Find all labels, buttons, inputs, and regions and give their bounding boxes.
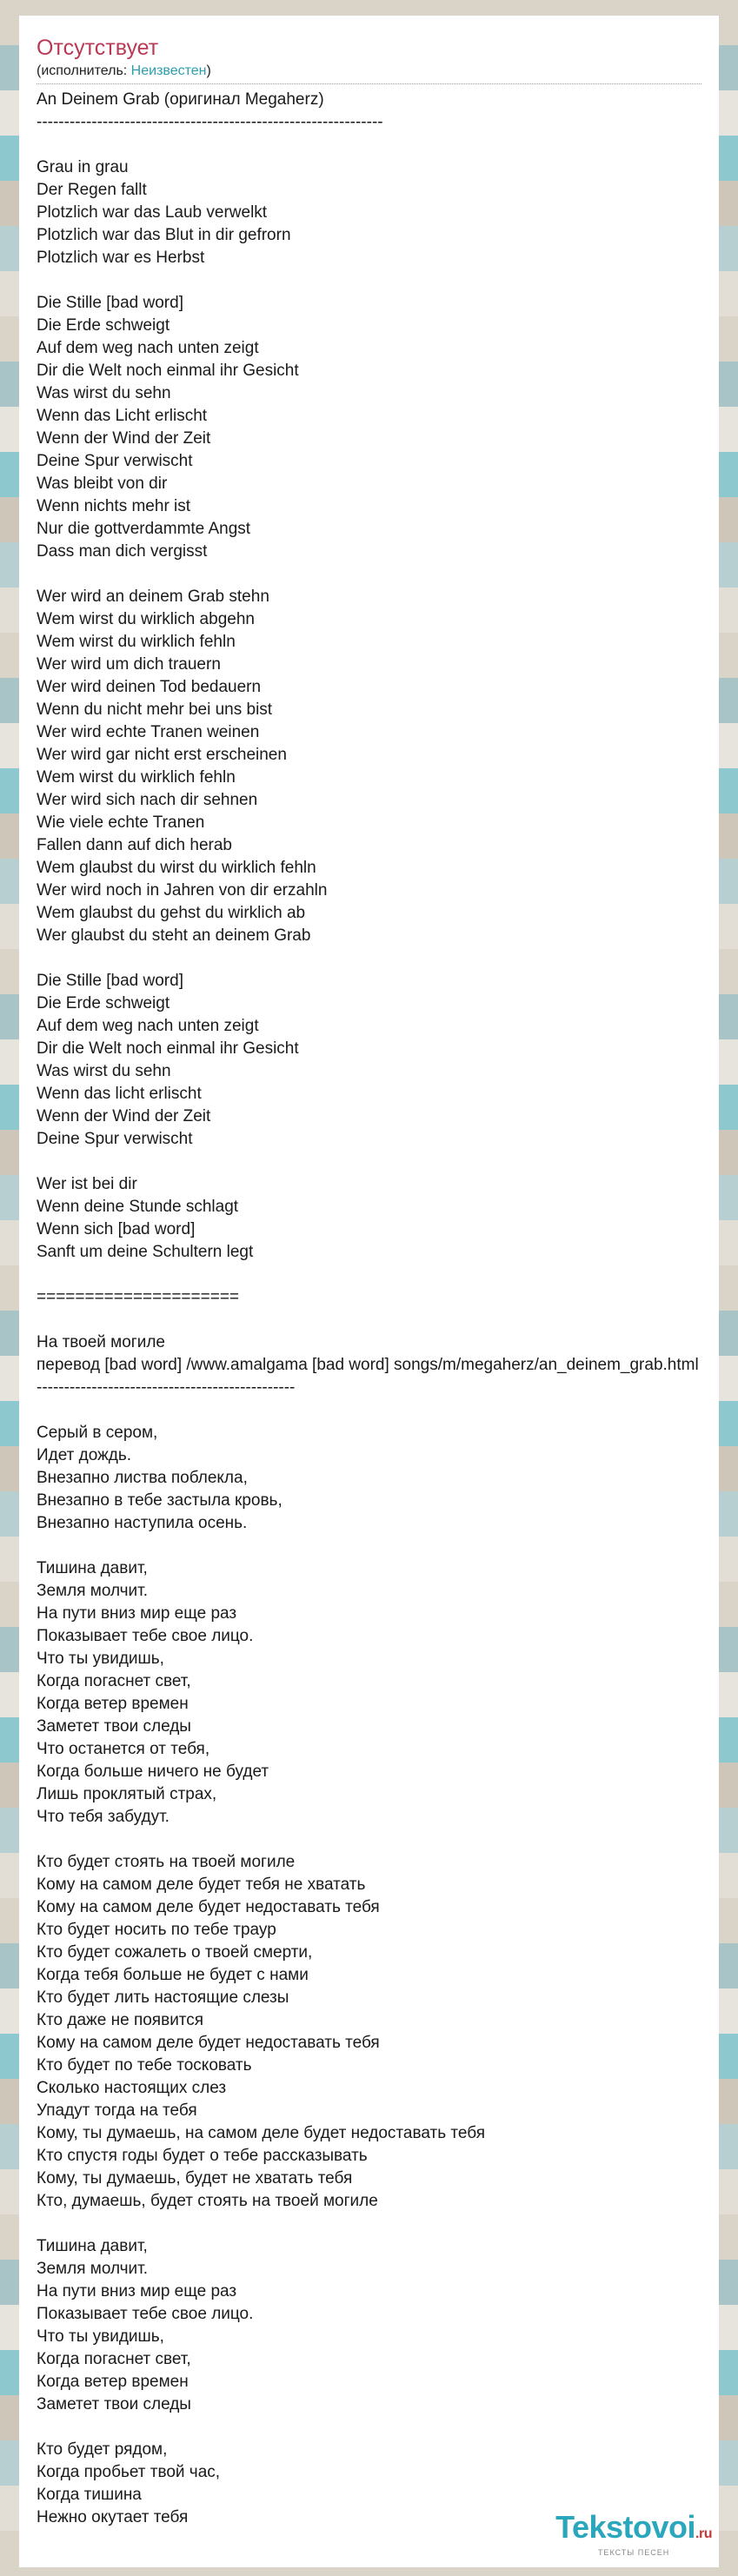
lyric-line: Wie viele echte Tranen bbox=[37, 813, 205, 832]
song-title: Отсутствует bbox=[37, 36, 159, 60]
lyric-line: Nur die gottverdammte Angst bbox=[37, 520, 251, 538]
header-divider bbox=[37, 83, 701, 84]
lyric-line: Wer wird echte Tranen weinen bbox=[37, 723, 260, 741]
lyric-line: Что ты увидишь, bbox=[37, 2327, 164, 2346]
lyric-line: Кто спустя годы будет о тебе рассказывать bbox=[37, 2147, 368, 2165]
lyric-line: Кому, ты думаешь, будет не хватать тебя bbox=[37, 2169, 353, 2188]
lyrics-text bbox=[37, 89, 719, 2529]
lyric-line: Когда погаснет свет, bbox=[37, 1672, 191, 1690]
lyric-line: перевод [bad word] /www.amalgama [bad word] songs/m/megaherz/an_deinem_grab.html bbox=[37, 1356, 699, 1374]
lyric-line: Земля молчит. bbox=[37, 1582, 149, 1600]
lyric-line: Кто будет по тебе тосковать bbox=[37, 2056, 252, 2075]
lyric-line: На пути вниз мир еще раз bbox=[37, 1604, 237, 1623]
lyric-line: Wem glaubst du gehst du wirklich ab bbox=[37, 904, 306, 922]
site-logo[interactable] bbox=[555, 2509, 712, 2557]
lyric-line: Dass man dich vergisst bbox=[37, 542, 208, 561]
lyric-line: Тишина давит, bbox=[37, 2237, 148, 2255]
logo-domain: .ru bbox=[695, 2526, 712, 2541]
song-header bbox=[37, 35, 701, 84]
lyric-line: Sanft um deine Schultern legt bbox=[37, 1243, 254, 1261]
lyric-blank-line bbox=[37, 563, 719, 586]
lyric-line: Сколько настоящих слез bbox=[37, 2079, 227, 2097]
lyric-line: Когда больше ничего не будет bbox=[37, 1763, 269, 1781]
lyric-line: Что ты увидишь, bbox=[37, 1650, 164, 1668]
lyric-line: Кому, ты думаешь, на самом деле будет недоставать тебя bbox=[37, 2124, 485, 2142]
lyric-line: Wenn der Wind der Zeit bbox=[37, 429, 211, 448]
lyric-line: Wer glaubst du steht an deinem Grab bbox=[37, 926, 311, 945]
lyric-line: Кто будет носить по тебе траур bbox=[37, 1921, 276, 1939]
lyric-line: Wer wird noch in Jahren von dir erzahln bbox=[37, 881, 328, 900]
lyric-line: Wem wirst du wirklich abgehn bbox=[37, 610, 255, 628]
lyric-line: Plotzlich war es Herbst bbox=[37, 249, 205, 267]
lyric-line: Внезапно наступила осень. bbox=[37, 1514, 248, 1532]
lyric-line: ===================== bbox=[37, 1288, 240, 1306]
lyric-blank-line bbox=[37, 1264, 719, 1286]
lyric-line: Die Stille [bad word] bbox=[37, 294, 183, 312]
lyric-line: Die Stille [bad word] bbox=[37, 972, 183, 990]
lyric-line: Wem glaubst du wirst du wirklich fehln bbox=[37, 859, 316, 877]
lyric-line: Кто, думаешь, будет стоять на твоей могиле bbox=[37, 2192, 378, 2210]
lyric-line: Wem wirst du wirklich fehln bbox=[37, 633, 236, 651]
lyric-line: Die Erde schweigt bbox=[37, 316, 170, 335]
lyric-line: Wer wird um dich trauern bbox=[37, 655, 221, 674]
lyric-line: Wenn nichts mehr ist bbox=[37, 497, 191, 515]
lyric-line: Кому на самом деле будет тебя не хватать bbox=[37, 1876, 366, 1894]
lyric-line: --------------------------------------------------------------- bbox=[37, 113, 383, 131]
lyric-line: Der Regen fallt bbox=[37, 181, 147, 199]
lyric-line: Wer wird deinen Tod bedauern bbox=[37, 678, 262, 696]
lyric-line: Кто даже не появится bbox=[37, 2011, 204, 2029]
lyric-line: На твоей могиле bbox=[37, 1333, 166, 1351]
lyric-line: Dir die Welt noch einmal ihr Gesicht bbox=[37, 362, 299, 380]
lyric-blank-line bbox=[37, 2213, 719, 2235]
lyric-line: Wer wird sich nach dir sehnen bbox=[37, 791, 258, 809]
lyric-line: Когда пробьет твой час, bbox=[37, 2463, 221, 2481]
lyric-line: Заметет твои следы bbox=[37, 2395, 191, 2413]
lyric-line: Wenn das licht erlischt bbox=[37, 1085, 202, 1103]
lyric-line: Кто будет рядом, bbox=[37, 2440, 168, 2459]
lyric-line: Wenn das Licht erlischt bbox=[37, 407, 208, 425]
lyric-line: Wenn sich [bad word] bbox=[37, 1220, 196, 1238]
lyric-line: Wer wird gar nicht erst erscheinen bbox=[37, 746, 287, 764]
lyrics-card bbox=[19, 16, 719, 2567]
lyric-line: Deine Spur verwischt bbox=[37, 452, 193, 470]
lyric-line: Dir die Welt noch einmal ihr Gesicht bbox=[37, 1039, 299, 1058]
lyric-blank-line bbox=[37, 1399, 719, 1422]
lyric-line: Wer ist bei dir bbox=[37, 1175, 137, 1193]
lyric-line: Лишь проклятый страх, bbox=[37, 1785, 217, 1803]
lyric-line: Когда ветер времен bbox=[37, 2373, 189, 2391]
lyric-line: Серый в сером, bbox=[37, 1424, 158, 1442]
lyric-line: Plotzlich war das Laub verwelkt bbox=[37, 203, 268, 222]
lyric-line: Wem wirst du wirklich fehln bbox=[37, 768, 236, 787]
lyric-line: ----------------------------------------------- bbox=[37, 1378, 296, 1397]
lyric-line: Показывает тебе свое лицо. bbox=[37, 1627, 254, 1645]
lyric-line: Wer wird an deinem Grab stehn bbox=[37, 588, 269, 606]
lyric-line: Тишина давит, bbox=[37, 1559, 148, 1577]
lyric-line: Grau in grau bbox=[37, 158, 129, 176]
lyric-line: Заметет твои следы bbox=[37, 1717, 191, 1736]
lyric-blank-line bbox=[37, 1535, 719, 1557]
lyric-line: На пути вниз мир еще раз bbox=[37, 2282, 237, 2300]
lyric-line: Кому на самом деле будет недоставать тебя bbox=[37, 2034, 380, 2052]
lyric-line: Когда тебя больше не будет с нами bbox=[37, 1966, 309, 1984]
lyric-line: Plotzlich war das Blut in dir gefrorn bbox=[37, 226, 291, 244]
lyric-blank-line bbox=[37, 1309, 719, 1331]
lyric-line: Когда ветер времен bbox=[37, 1695, 189, 1713]
lyric-line: Упадут тогда на тебя bbox=[37, 2101, 197, 2120]
logo-tagline: ТЕКСТЫ ПЕСЕН bbox=[597, 2548, 670, 2557]
logo-wordmark bbox=[555, 2509, 712, 2550]
lyric-line: Fallen dann auf dich herab bbox=[37, 836, 232, 854]
lyric-line: Показывает тебе свое лицо. bbox=[37, 2305, 254, 2323]
lyric-line: Wenn deine Stunde schlagt bbox=[37, 1198, 239, 1216]
lyric-blank-line bbox=[37, 1151, 719, 1173]
lyric-line: Идет дождь. bbox=[37, 1446, 132, 1464]
performer-link[interactable]: Неизвестен bbox=[130, 63, 207, 78]
lyric-line: Кому на самом деле будет недоставать тебя bbox=[37, 1898, 380, 1916]
lyric-line: Что останется от тебя, bbox=[37, 1740, 210, 1758]
lyric-blank-line bbox=[37, 947, 719, 970]
lyric-line: Was wirst du sehn bbox=[37, 1062, 171, 1080]
performer-prefix: (исполнитель: bbox=[37, 63, 131, 78]
lyric-blank-line bbox=[37, 2416, 719, 2439]
lyric-line: An Deinem Grab (оригинал Megaherz) bbox=[37, 90, 324, 109]
lyric-line: Внезапно листва поблекла, bbox=[37, 1469, 248, 1487]
lyric-line: Что тебя забудут. bbox=[37, 1808, 170, 1826]
lyric-line: Die Erde schweigt bbox=[37, 994, 170, 1012]
lyric-line: Auf dem weg nach unten zeigt bbox=[37, 339, 259, 357]
lyric-line: Внезапно в тебе застыла кровь, bbox=[37, 1491, 283, 1510]
lyric-line: Wenn der Wind der Zeit bbox=[37, 1107, 211, 1125]
lyric-blank-line bbox=[37, 134, 719, 156]
lyric-line: Deine Spur verwischt bbox=[37, 1130, 193, 1148]
lyric-line: Земля молчит. bbox=[37, 2260, 149, 2278]
lyric-line: Кто будет лить настоящие слезы bbox=[37, 1988, 289, 2007]
lyric-blank-line bbox=[37, 269, 719, 292]
lyric-line: Wenn du nicht mehr bei uns bist bbox=[37, 700, 273, 719]
lyric-line: Кто будет стоять на твоей могиле bbox=[37, 1853, 296, 1871]
lyric-line: Когда тишина bbox=[37, 2486, 142, 2504]
lyric-line: Auf dem weg nach unten zeigt bbox=[37, 1017, 259, 1035]
performer-line bbox=[37, 63, 701, 80]
lyric-line: Кто будет сожалеть о твоей смерти, bbox=[37, 1943, 313, 1962]
lyric-line: Was bleibt von dir bbox=[37, 475, 168, 493]
lyric-line: Нежно окутает тебя bbox=[37, 2508, 189, 2526]
lyric-line: Когда погаснет свет, bbox=[37, 2350, 191, 2368]
logo-name: Tekstovoi bbox=[555, 2509, 696, 2545]
lyric-line: Was wirst du sehn bbox=[37, 384, 171, 402]
performer-suffix: ) bbox=[206, 63, 211, 78]
lyric-blank-line bbox=[37, 1829, 719, 1851]
